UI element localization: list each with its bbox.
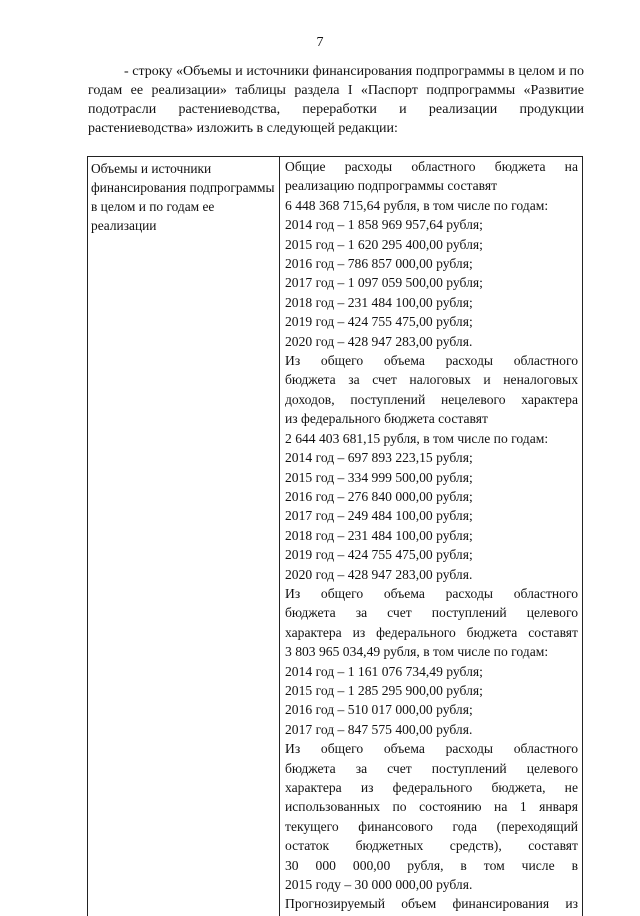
content-line: 2015 году – 30 000 000,00 рубля.	[285, 877, 473, 893]
content-line: 2018 год – 231 484 100,00 рубля;	[285, 294, 473, 310]
content-line: из федерального бюджета составят	[285, 411, 488, 427]
content-line: текущего финансового года (переходящий	[285, 818, 578, 834]
content-line: реализацию подпрограммы составят	[285, 178, 498, 194]
content-line: 2019 год – 424 755 475,00 рубля;	[285, 314, 473, 330]
content-line: 2020 год – 428 947 283,00 рубля.	[285, 566, 473, 582]
row-content-cell	[280, 157, 582, 916]
row-label-text: Объемы и источники финансирования подпрограммы в целом и по годам ее реализации	[91, 161, 275, 233]
content-line: бюджета за счет поступлений целевого	[285, 605, 578, 621]
content-line: бюджета за счет налоговых и неналоговых	[285, 372, 578, 388]
content-line: характера из федерального бюджета составят	[285, 624, 578, 640]
intro-paragraph: - строку «Объемы и источники финансирования подпрограммы в целом и по годам ее реализации» таблицы раздела I «Паспорт подпрограммы «Развитие подотрасли растениеводства, переработки и реализации продукции растениеводства» изложить в следующей редакции:	[88, 64, 584, 136]
content-line: Из общего объема расходы областного	[285, 353, 578, 369]
content-line: 2017 год – 847 575 400,00 рубля.	[285, 721, 473, 737]
content-line: Общие расходы областного бюджета на	[285, 159, 578, 174]
content-line: 2017 год – 1 097 059 500,00 рубля;	[285, 275, 483, 291]
content-line: 2016 год – 786 857 000,00 рубля;	[285, 256, 473, 272]
content-line: 6 448 368 715,64 рубля, в том числе по годам:	[285, 197, 549, 213]
content-line: доходов, поступлений нецелевого характера	[285, 391, 578, 407]
content-line: Из общего объема расходы областного	[285, 741, 578, 757]
content-line: Прогнозируемый объем финансирования из	[285, 896, 578, 912]
content-line: остаток бюджетных средств), составят	[285, 838, 578, 854]
content-line: 2015 год – 1 285 295 900,00 рубля;	[285, 682, 483, 698]
page-number: 7	[316, 35, 324, 50]
content-line: 30 000 000,00 рубля, в том числе в	[285, 857, 578, 873]
content-line: 2017 год – 249 484 100,00 рубля;	[285, 508, 473, 524]
content-line: 2016 год – 276 840 000,00 рубля;	[285, 488, 473, 504]
content-line: характера из федерального бюджета, не	[285, 780, 578, 795]
content-line: 2014 год – 1 858 969 957,64 рубля;	[285, 217, 483, 233]
content-line: 2016 год – 510 017 000,00 рубля;	[285, 702, 473, 718]
content-line: 2014 год – 697 893 223,15 рубля;	[285, 450, 473, 466]
content-line: 2014 год – 1 161 076 734,49 рубля;	[285, 663, 483, 679]
content-line: 2018 год – 231 484 100,00 рубля;	[285, 527, 473, 543]
content-line: 2015 год – 1 620 295 400,00 рубля;	[285, 236, 483, 252]
content-line: использованных по состоянию на 1 января	[285, 799, 578, 815]
content-line: 2015 год – 334 999 500,00 рубля;	[285, 469, 473, 485]
content-line: 3 803 965 034,49 рубля, в том числе по годам:	[285, 644, 549, 660]
content-line: Из общего объема расходы областного	[285, 585, 578, 601]
content-line: 2 644 403 681,15 рубля, в том числе по годам:	[285, 430, 549, 446]
content-line: 2019 год – 424 755 475,00 рубля;	[285, 547, 473, 563]
row-label-cell	[88, 157, 280, 916]
content-line: 2020 год – 428 947 283,00 рубля.	[285, 333, 473, 349]
content-line: бюджета за счет поступлений целевого	[285, 760, 578, 776]
passport-table-row	[87, 156, 583, 916]
